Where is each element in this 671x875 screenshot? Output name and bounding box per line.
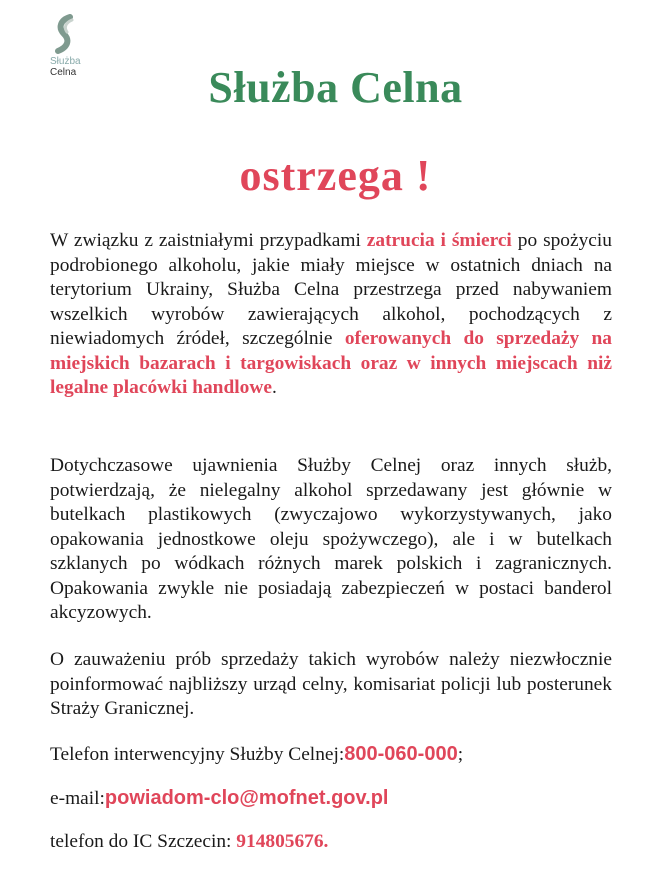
ic-phone-label: telefon do IC Szczecin:	[50, 831, 237, 852]
ic-phone-line	[50, 831, 328, 853]
phone-label: Telefon interwencyjny Służby Celnej:	[50, 744, 345, 765]
paragraph-1-text-c: .	[271, 377, 277, 398]
paragraph-1-text-b: po spożyciu podrobionego alkoholu, jakie miały miejsce w ostatnich dniach na terytorium Ukrainy, Służba Celna przestrzega przed nabywaniem wszelkich wyrobów zawierających alkohol, pochodzących z niewiadomych źródeł, szczególnie	[50, 230, 612, 349]
paragraph-1-highlight-a: zatrucia i śmierci	[366, 230, 512, 251]
page-title: Służba Celna	[208, 63, 463, 112]
ic-phone-number[interactable]: 914805676.	[236, 831, 329, 852]
phone-number[interactable]: 800-060-000	[344, 743, 458, 765]
phone-suffix: ;	[457, 744, 464, 765]
email-address[interactable]: powiadom-clo@mofnet.gov.pl	[104, 787, 389, 809]
phone-line	[50, 743, 463, 766]
logo-line-1: Służba	[50, 56, 81, 67]
paragraph-3: O zauważeniu prób sprzedaży takich wyrobów należy niezwłocznie poinformować najbliższy urząd celny, komisariat policji lub posterunek Straży Granicznej.	[50, 649, 612, 719]
email-label: e-mail:	[50, 788, 105, 809]
email-line	[50, 787, 389, 810]
paragraph-2: Dotychczasowe ujawnienia Służby Celnej oraz innych służb, potwierdzają, że nielegalny alkohol sprzedawany jest głównie w butelkach plastikowych (zwyczajowo wykorzystywanych, jako opakowania jednostkowe oleju spożywczego), ale i w butelkach szklanych po wódkach różnych marek polskich i zagranicznych. Opakowania zwykle nie posiadają zabezpieczeń w postaci banderol akcyzowych.	[50, 455, 612, 623]
paragraph-1-highlight-b: oferowanych do sprzedaży na miejskich bazarach i targowiskach oraz w innych miejscach niż legalne placówki handlowe	[50, 328, 612, 398]
paragraph-1-text-a: W związku z zaistniałymi przypadkami	[50, 230, 367, 251]
warning-heading: ostrzega !	[239, 151, 432, 200]
logo-line-2: Celna	[50, 67, 77, 78]
customs-s-icon	[50, 14, 80, 54]
paragraph-1	[50, 229, 612, 401]
